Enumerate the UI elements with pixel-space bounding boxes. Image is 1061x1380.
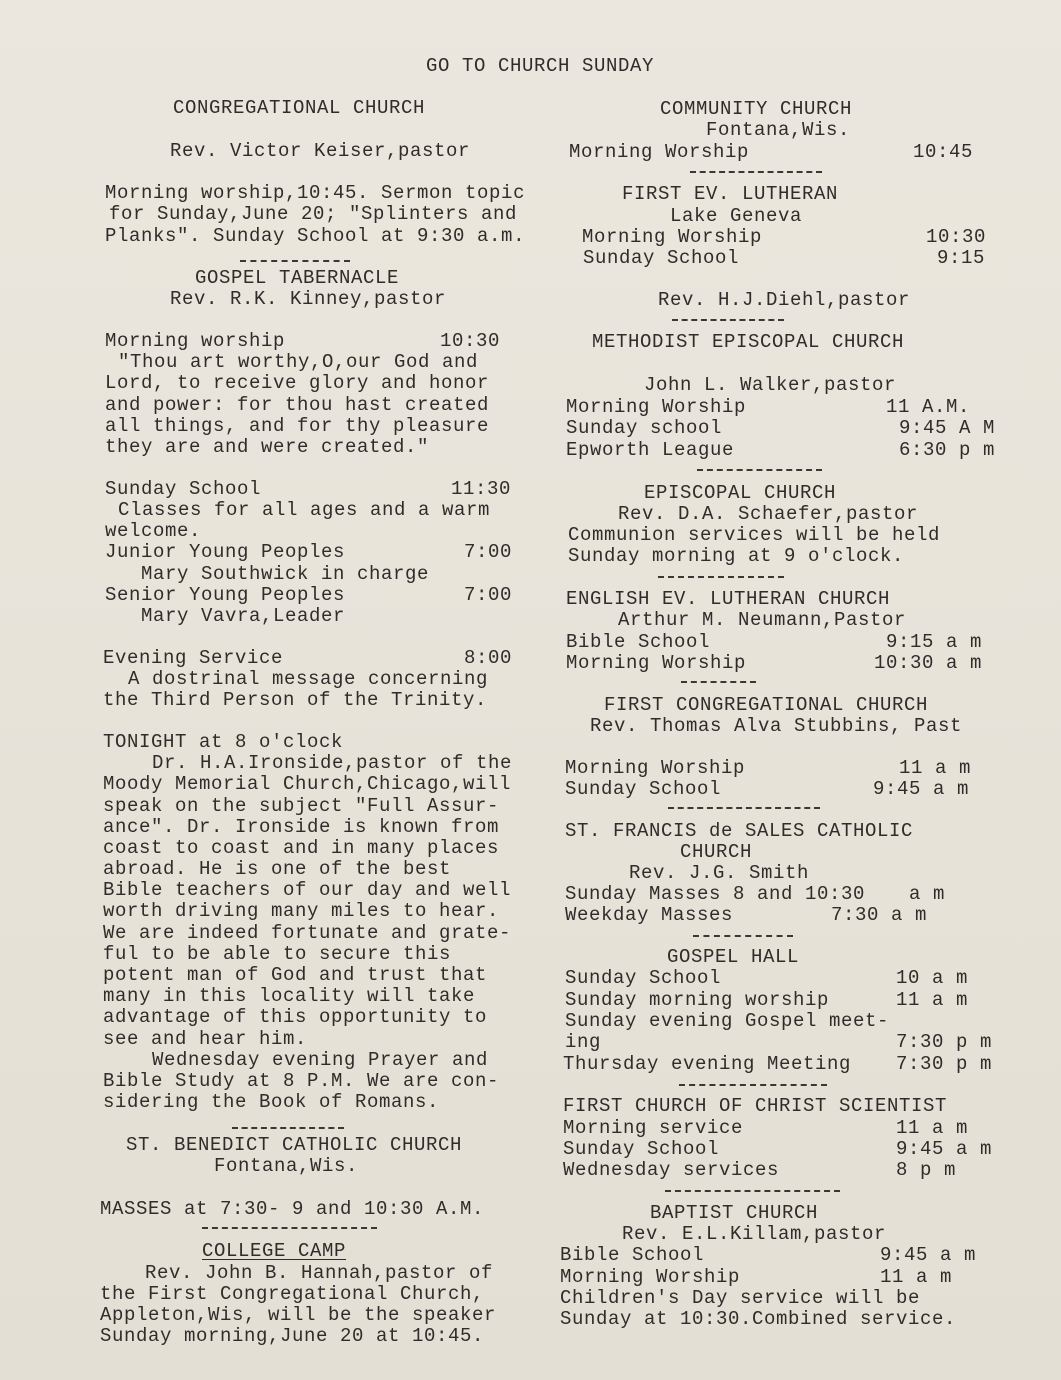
masses-line: MASSES at 7:30- 9 and 10:30 A.M. <box>100 1198 485 1220</box>
pastor-line: Rev. D.A. Schaefer,pastor <box>618 503 919 525</box>
service-time: a m <box>909 883 946 905</box>
divider <box>240 260 350 262</box>
body-line: ance". Dr. Ironside is known from <box>103 816 500 838</box>
location-line: Fontana,Wis. <box>214 1155 359 1177</box>
body-line: Sunday morning at 9 o'clock. <box>568 545 905 567</box>
service-label: Sunday School <box>565 778 722 800</box>
service-label: Epworth League <box>566 439 735 461</box>
service-label: Morning Worship <box>582 226 763 248</box>
body-line: Appleton,Wis, will be the speaker <box>100 1304 497 1326</box>
service-time: 6:30 p m <box>899 439 996 461</box>
pastor-line: Rev. Thomas Alva Stubbins, Past <box>590 715 963 737</box>
body-line: abroad. He is one of the best <box>103 858 452 880</box>
service-label: Sunday school <box>566 417 723 439</box>
service-time: 10:30 a m <box>874 652 983 674</box>
verse-line: Lord, to receive glory and honor <box>105 372 490 394</box>
divider <box>658 576 784 578</box>
service-time: 7:30 p m <box>896 1031 993 1053</box>
section-title: ENGLISH EV. LUTHERAN CHURCH <box>566 588 891 610</box>
tonight-heading: TONIGHT at 8 o'clock <box>103 731 344 753</box>
service-label: Morning Worship <box>565 757 746 779</box>
body-line: We are indeed fortunate and grate- <box>103 922 512 944</box>
section-title: FIRST CONGREGATIONAL CHURCH <box>604 694 929 716</box>
service-label: Morning service <box>563 1117 744 1139</box>
section-title: CHURCH <box>680 841 753 863</box>
divider <box>668 807 820 809</box>
divider <box>202 1227 377 1229</box>
service-label: Evening Service <box>103 647 284 669</box>
service-label: ing <box>565 1031 602 1053</box>
note-line: A dostrinal message concerning <box>128 668 489 690</box>
service-label: Sunday School <box>105 478 262 500</box>
service-label: Morning Worship <box>569 141 750 163</box>
section-title: FIRST EV. LUTHERAN <box>622 183 839 205</box>
verse-line: and power: for thou hast created <box>105 394 490 416</box>
service-time: 7:00 <box>464 584 513 606</box>
body-line: Bible teachers of our day and well <box>103 879 512 901</box>
service-time: 11 a m <box>896 989 969 1011</box>
service-time: 10:30 <box>926 226 987 248</box>
service-time: 8 p m <box>896 1159 957 1181</box>
service-label: Thursday evening Meeting <box>563 1053 852 1075</box>
section-title: GOSPEL HALL <box>667 946 800 968</box>
service-label: Wednesday services <box>563 1159 780 1181</box>
section-title: FIRST CHURCH OF CHRIST SCIENTIST <box>563 1095 948 1117</box>
service-time: 7:00 <box>464 541 513 563</box>
body-line: Moody Memorial Church,Chicago,will <box>103 773 512 795</box>
body-line: Rev. John B. Hannah,pastor of <box>145 1262 494 1284</box>
service-time: 11 A.M. <box>886 396 971 418</box>
service-label: Sunday morning worship <box>565 989 830 1011</box>
body-line: Morning worship,10:45. Sermon topic <box>105 182 526 204</box>
verse-line: they are and were created." <box>105 436 430 458</box>
service-label: Weekday Masses <box>565 904 734 926</box>
service-time: 10:45 <box>913 141 974 163</box>
section-title: COLLEGE CAMP <box>202 1240 347 1262</box>
divider <box>697 469 822 471</box>
service-time: 9:15 <box>937 247 986 269</box>
body-line: Communion services will be held <box>568 524 941 546</box>
service-time: 9:45 a m <box>896 1138 993 1160</box>
service-time: 7:30 p m <box>896 1053 993 1075</box>
section-title: GOSPEL TABERNACLE <box>195 267 400 289</box>
body-line: sidering the Book of Romans. <box>103 1091 440 1113</box>
location-line: Fontana,Wis. <box>706 119 851 141</box>
body-line: see and hear him. <box>103 1028 308 1050</box>
pastor-line: Rev. R.K. Kinney,pastor <box>170 288 447 310</box>
pastor-line: Rev. Victor Keiser,pastor <box>170 140 471 162</box>
service-label: Sunday Masses 8 and 10:30 <box>565 883 866 905</box>
section-title: ST. BENEDICT CATHOLIC CHURCH <box>126 1134 463 1156</box>
note-line: Mary Vavra,Leader <box>141 605 346 627</box>
divider <box>690 171 822 173</box>
body-line: Children's Day service will be <box>560 1287 921 1309</box>
service-label: Sunday School <box>565 967 722 989</box>
body-line: Wednesday evening Prayer and <box>152 1049 489 1071</box>
service-label: Junior Young Peoples <box>105 541 346 563</box>
divider <box>672 319 784 321</box>
service-time: 7:30 a m <box>831 904 928 926</box>
body-line: advantage of this opportunity to <box>103 1006 488 1028</box>
pastor-line: Rev. H.J.Diehl,pastor <box>658 289 911 311</box>
section-title: COMMUNITY CHURCH <box>660 98 853 120</box>
service-time: 11 a m <box>896 1117 969 1139</box>
body-line: ful to be able to secure this <box>103 943 452 965</box>
service-label: Morning Worship <box>566 396 747 418</box>
service-time: 9:45 a m <box>880 1244 977 1266</box>
verse-line: all things, and for thy pleasure <box>105 415 490 437</box>
body-line: coast to coast and in many places <box>103 837 500 859</box>
pastor-line: Rev. J.G. Smith <box>629 862 810 884</box>
note-line: welcome. <box>105 520 202 542</box>
body-line: potent man of God and trust that <box>103 964 488 986</box>
body-line: speak on the subject "Full Assur- <box>103 795 500 817</box>
body-line: Sunday morning,June 20 at 10:45. <box>100 1325 485 1347</box>
section-title: BAPTIST CHURCH <box>650 1202 819 1224</box>
page-header: GO TO CHURCH SUNDAY <box>426 55 655 77</box>
body-line: Dr. H.A.Ironside,pastor of the <box>152 752 513 774</box>
service-label: Sunday School <box>563 1138 720 1160</box>
body-line: many in this locality will take <box>103 985 476 1007</box>
service-label: Sunday School <box>583 247 740 269</box>
pastor-line: Arthur M. Neumann,Pastor <box>618 609 907 631</box>
body-line: for Sunday,June 20; "Splinters and <box>109 203 518 225</box>
service-label: Senior Young Peoples <box>105 584 346 606</box>
service-label: Morning worship <box>105 330 286 352</box>
body-line: Bible Study at 8 P.M. We are con- <box>103 1070 500 1092</box>
divider <box>232 1127 344 1129</box>
section-title: ST. FRANCIS de SALES CATHOLIC <box>565 820 914 842</box>
section-title: METHODIST EPISCOPAL CHURCH <box>592 331 905 353</box>
service-time: 9:45 a m <box>873 778 970 800</box>
body-line: the First Congregational Church, <box>100 1283 485 1305</box>
service-time: 10 a m <box>896 967 969 989</box>
divider <box>679 1084 827 1086</box>
body-line: Planks". Sunday School at 9:30 a.m. <box>105 225 526 247</box>
divider <box>681 681 756 683</box>
body-line: Sunday at 10:30.Combined service. <box>560 1308 957 1330</box>
note-line: the Third Person of the Trinity. <box>103 689 488 711</box>
service-time: 8:00 <box>464 647 513 669</box>
divider <box>693 935 793 937</box>
service-time: 11 a m <box>899 757 972 779</box>
service-time: 11 a m <box>880 1266 953 1288</box>
service-time: 10:30 <box>440 330 501 352</box>
service-label: Bible School <box>566 631 711 653</box>
service-time: 9:15 a m <box>886 631 983 653</box>
note-line: Classes for all ages and a warm <box>118 499 491 521</box>
location-line: Lake Geneva <box>670 205 803 227</box>
pastor-line: John L. Walker,pastor <box>644 374 897 396</box>
note-line: Mary Southwick in charge <box>141 563 430 585</box>
divider <box>665 1190 840 1192</box>
service-label: Morning Worship <box>560 1266 741 1288</box>
verse-line: "Thou art worthy,O,our God and <box>118 351 479 373</box>
service-label: Bible School <box>560 1244 705 1266</box>
body-line: worth driving many miles to hear. <box>103 900 500 922</box>
section-title: CONGREGATIONAL CHURCH <box>173 97 426 119</box>
section-title: EPISCOPAL CHURCH <box>644 482 837 504</box>
service-label: Morning Worship <box>566 652 747 674</box>
body-line: Sunday evening Gospel meet- <box>565 1010 890 1032</box>
service-time: 9:45 A M <box>899 417 996 439</box>
pastor-line: Rev. E.L.Killam,pastor <box>622 1223 887 1245</box>
service-time: 11:30 <box>451 478 512 500</box>
